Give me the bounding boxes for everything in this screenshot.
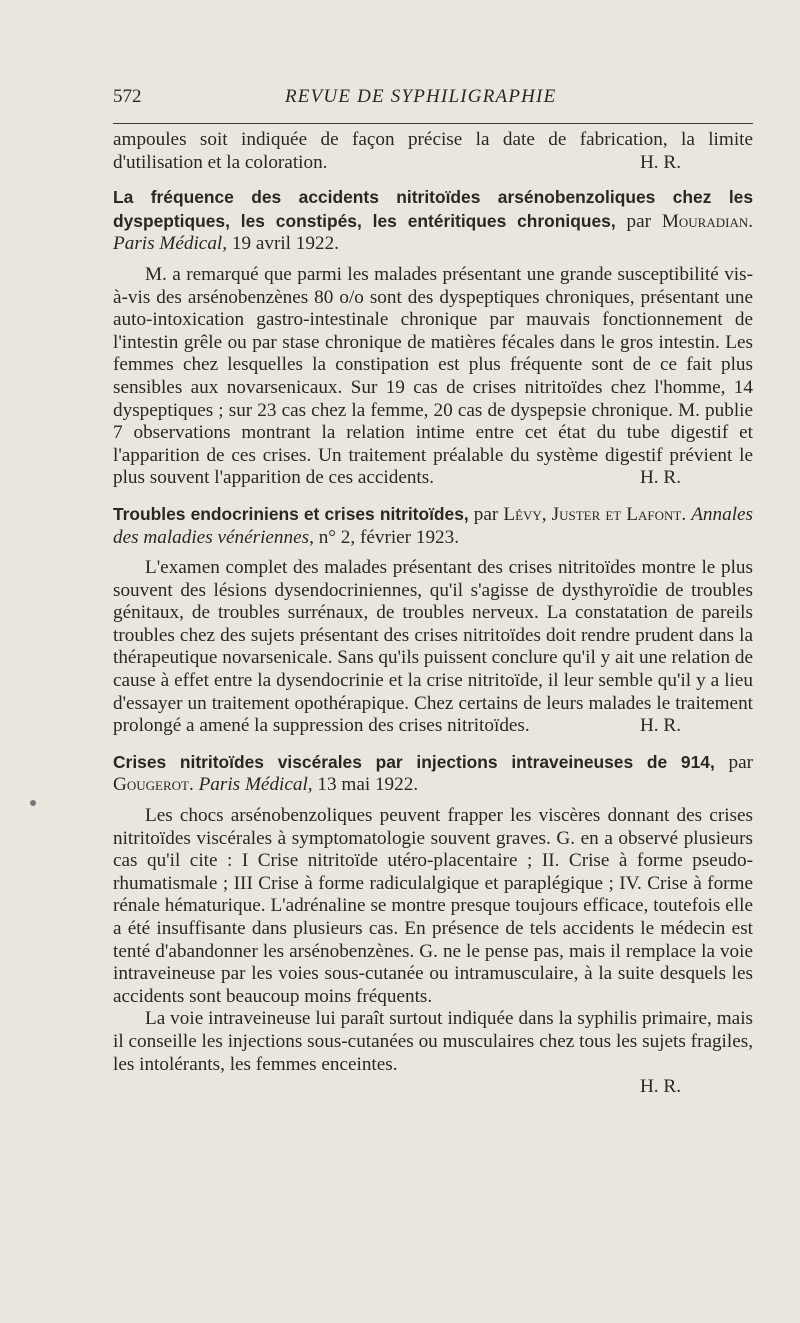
article-3-paragraph-1: Les chocs arsénobenzoliques peuvent frapper les viscères donnant des crises nitritoïdes viscérales à symptomatologie souvent graves. G. en a observé plusieurs cas qu'il cite : I Crise nitritoïde utéro-placentaire ; II. Crise à forme pseudo-rhumatismale ; III Crise à forme radiculalgique et paraplégique ; IV. Crise à forme rénale hématurique. L'adrénaline se montre presque toujours efficace, toutefois elle a été insuffisante dans plusieurs cas. En présence de tels accidents le médecin est tenté d'abandonner les arsénobenzènes. G. ne le pense pas, mais il remplace la voie intraveineuse par les voies sous-cutanée ou intramusculaire, à la suite desquels les accidents sont beaucoup moins fréquents. [113, 805, 753, 1007]
article-2-journal: Annales des maladies vénériennes, [113, 503, 754, 548]
margin-dot [30, 800, 36, 806]
intro-signature: H. R. [639, 151, 681, 173]
article-3-heading: Crises nitritoïdes viscérales par injections intraveineuses de 914, par Gougerot. Paris Médical, 13 mai 1922. [113, 751, 754, 796]
article-1-journal: Paris Médical, [113, 233, 228, 255]
page-body [113, 129, 753, 1099]
article-1-paragraph: M. a remarqué que parmi les malades présentant une grande susceptibilité vis-à-vis des arsénobenzènes 80 o/o sont des dyspeptiques chroniques, présentant une auto-intoxication gastro-intestinale chronique par mauvais fonctionnement de l'intestin grêle ou par stase chronique de matières fécales dans le gros intestin. Les femmes chez lesquelles la constipation est plus fréquente sont de ce fait plus sensibles aux novarsenicaux. Sur 19 cas de crises nitritoïdes chez l'homme, 14 dyspeptiques ; sur 23 cas chez la femme, 20 cas de dyspepsie chronique. M. publie 7 observations montrant la relation intime entre cet état du tube digestif et l'apparition de ces crises. Un traitement préalable du système digestif prévient le plus souvent l'apparition de ces accidents. H. R. [113, 263, 753, 489]
article-1-title: La fréquence des accidents nitritoïdes arsénobenzoliques chez les dyspeptiques, les constipés, les entéritiques chroniques, [113, 187, 753, 231]
article-2-author: Lévy, Juster et Lafont. [503, 503, 687, 525]
article-3-paragraph-2: La voie intraveineuse lui paraît surtout indiquée dans la syphilis primaire, mais il conseille les injections sous-cutanées ou musculaires chez tous les sujets fragiles, les intolérants, les femmes enceintes. [113, 1008, 753, 1075]
page-header [113, 86, 753, 110]
article-3-author: Gougerot. [113, 774, 194, 796]
article-3-date: 13 mai 1922. [317, 774, 419, 796]
article-3-title: Crises nitritoïdes viscérales par injections intraveineuses de 914, [113, 751, 715, 772]
article-1-signature: H. R. [639, 467, 681, 489]
article-2-date: n° 2, février 1923. [318, 526, 460, 548]
intro-paragraph: ampoules soit indiquée de façon précise la date de fabrication, la limite d'utilisation et la coloration. H. R. [113, 129, 753, 173]
article-1-date: 19 avril 1922. [231, 233, 339, 255]
article-1-author: Mouradian. [661, 210, 754, 232]
running-title: REVUE DE SYPHILIGRAPHIE [285, 86, 557, 107]
article-2-heading: Troubles endocriniens et crises nitritoïdes, par Lévy, Juster et Lafont. Annales des maladies vénériennes, n° 2, février 1923. [113, 503, 754, 548]
page-number: 572 [113, 86, 142, 107]
article-2-paragraph: L'examen complet des malades présentant des crises nitritoïdes montre le plus souvent des lésions dysendocriniennes, qu'il s'agisse de dysthyroïdie de troubles génitaux, de troubles surrénaux, de troubles nerveux. La constatation de pareils troubles chez des sujets présentant des crises nitritoïdes doit rendre prudent dans la thérapeutique novarsenicale. Sans qu'ils puissent conclure qu'il y ait une relation de cause à effet entre la dysendocrinie et la crise nitritoïde, il leur semble qu'il y a lieu d'essayer un traitement opothérapique. Chez certains de leurs malades le traitement prolongé a amené la suppression des crises nitritoïdes. H. R. [113, 557, 753, 737]
article-3-signature: H. R. [639, 1076, 681, 1098]
article-2-title: Troubles endocriniens et crises nitritoïdes, [113, 503, 469, 524]
header-rule [113, 123, 753, 124]
article-3-journal: Paris Médical, [198, 774, 313, 796]
article-1-heading: La fréquence des accidents nitritoïdes arsénobenzoliques chez les dyspeptiques, les constipés, les entéritiques chroniques, par Mouradian. Paris Médical, 19 avril 1922. [113, 187, 754, 255]
article-2-signature: H. R. [639, 715, 681, 737]
